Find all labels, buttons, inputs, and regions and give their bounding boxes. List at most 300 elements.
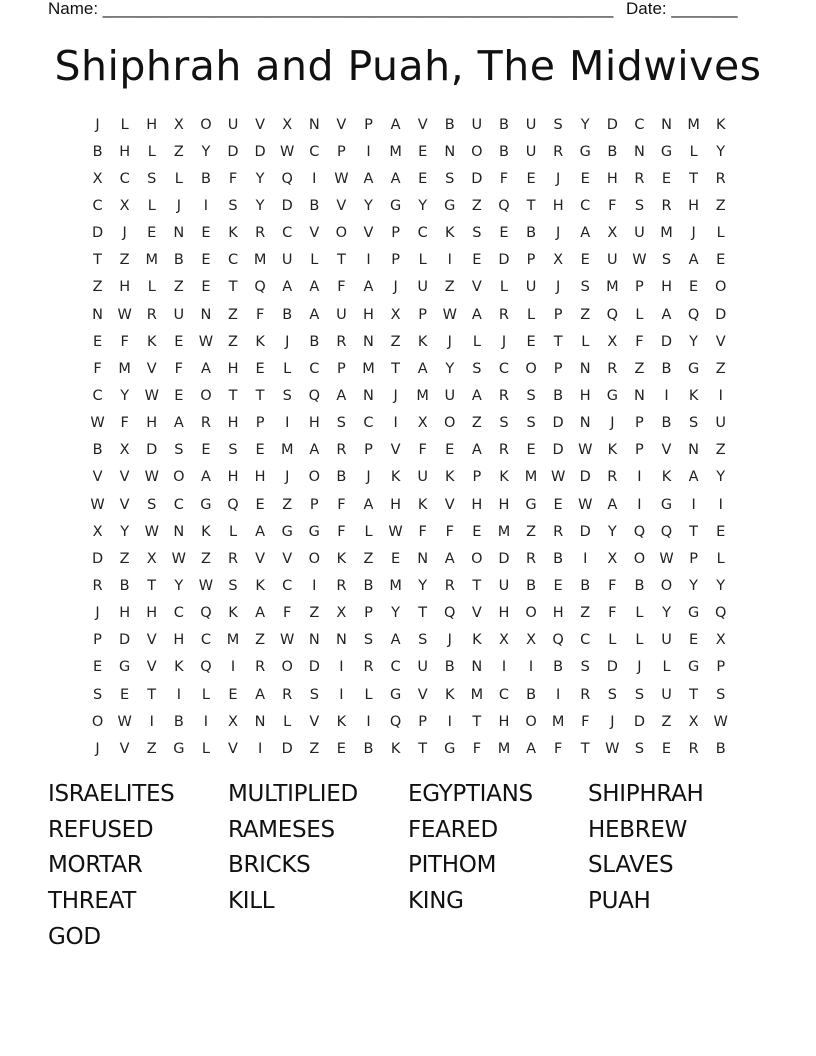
grid-letter[interactable]: Y	[689, 577, 699, 594]
grid-letter[interactable]: K	[228, 605, 238, 622]
grid-letter[interactable]: D	[498, 550, 510, 567]
grid-letter[interactable]: B	[444, 116, 455, 133]
grid-letter[interactable]: T	[255, 387, 265, 404]
grid-letter[interactable]: S	[526, 387, 536, 404]
grid-letter[interactable]: Y	[174, 577, 184, 594]
grid-letter[interactable]: R	[146, 306, 157, 323]
grid-letter[interactable]: B	[661, 360, 672, 377]
grid-letter[interactable]: A	[363, 496, 374, 513]
grid-letter[interactable]: M	[497, 523, 511, 540]
grid-letter[interactable]: N	[661, 116, 672, 133]
grid-letter[interactable]: I	[149, 713, 154, 730]
grid-letter[interactable]: L	[201, 740, 210, 757]
grid-letter[interactable]: L	[364, 686, 373, 703]
grid-letter[interactable]: A	[173, 415, 184, 432]
grid-letter[interactable]: I	[339, 686, 344, 703]
grid-letter[interactable]: W	[388, 523, 403, 540]
grid-letter[interactable]: E	[661, 740, 672, 757]
grid-letter[interactable]: S	[336, 415, 346, 432]
grid-letter[interactable]: G	[660, 143, 673, 160]
grid-letter[interactable]: Y	[120, 523, 130, 540]
grid-letter[interactable]: Y	[580, 116, 590, 133]
grid-letter[interactable]: R	[715, 170, 726, 187]
grid-letter[interactable]: F	[472, 740, 482, 757]
grid-letter[interactable]: Z	[255, 632, 266, 649]
grid-letter[interactable]: Z	[715, 360, 726, 377]
grid-letter[interactable]: G	[119, 659, 131, 676]
grid-letter[interactable]: J	[691, 225, 696, 242]
grid-letter[interactable]: I	[366, 143, 371, 160]
grid-letter[interactable]: R	[498, 387, 509, 404]
grid-letter[interactable]: M	[226, 632, 240, 649]
grid-letter[interactable]: U	[173, 306, 185, 323]
grid-letter[interactable]: W	[117, 306, 132, 323]
grid-letter[interactable]: U	[661, 632, 672, 649]
grid-letter[interactable]: N	[173, 523, 185, 540]
grid-letter[interactable]: N	[254, 713, 266, 730]
grid-letter[interactable]: J	[501, 333, 507, 350]
grid-letter[interactable]: A	[471, 387, 482, 404]
grid-letter[interactable]: K	[255, 577, 265, 594]
grid-letter[interactable]: Z	[390, 333, 401, 350]
grid-letter[interactable]: D	[552, 415, 564, 432]
grid-letter[interactable]: J	[447, 632, 452, 649]
grid-letter[interactable]: X	[282, 116, 293, 133]
grid-letter[interactable]: Z	[282, 496, 293, 513]
grid-letter[interactable]: B	[526, 225, 537, 242]
grid-letter[interactable]: K	[445, 225, 455, 242]
grid-letter[interactable]: L	[635, 306, 644, 323]
grid-letter[interactable]: D	[606, 659, 618, 676]
grid-letter[interactable]: E	[553, 496, 563, 513]
grid-letter[interactable]: T	[147, 686, 157, 703]
grid-letter[interactable]: V	[119, 740, 130, 757]
grid-letter[interactable]: B	[309, 197, 320, 214]
grid-letter[interactable]: S	[526, 415, 536, 432]
grid-letter[interactable]: V	[255, 116, 266, 133]
grid-letter[interactable]: K	[336, 550, 347, 567]
grid-letter[interactable]: O	[91, 713, 104, 730]
grid-letter[interactable]: R	[227, 550, 239, 567]
grid-letter[interactable]: X	[119, 442, 130, 459]
grid-letter[interactable]: T	[147, 577, 157, 594]
grid-letter[interactable]: B	[526, 686, 537, 703]
grid-letter[interactable]: L	[635, 605, 644, 622]
grid-letter[interactable]: C	[309, 360, 320, 377]
grid-letter[interactable]: Z	[173, 143, 184, 160]
grid-letter[interactable]: J	[285, 469, 290, 486]
grid-letter[interactable]: P	[364, 605, 373, 622]
grid-letter[interactable]: S	[228, 442, 238, 459]
grid-letter[interactable]: H	[119, 279, 131, 296]
grid-letter[interactable]: V	[119, 469, 130, 486]
grid-letter[interactable]: T	[228, 387, 238, 404]
grid-letter[interactable]: D	[715, 306, 727, 323]
grid-letter[interactable]: P	[255, 415, 265, 432]
grid-letter[interactable]: X	[92, 523, 103, 540]
grid-letter[interactable]: R	[553, 523, 564, 540]
grid-letter[interactable]: X	[390, 306, 401, 323]
grid-letter[interactable]: S	[580, 279, 590, 296]
grid-letter[interactable]: X	[417, 415, 428, 432]
grid-letter[interactable]: E	[689, 279, 699, 296]
grid-letter[interactable]: T	[689, 686, 699, 703]
grid-letter[interactable]: A	[363, 279, 374, 296]
grid-letter[interactable]: J	[366, 469, 371, 486]
grid-letter[interactable]: U	[336, 306, 347, 323]
grid-letter[interactable]: F	[608, 605, 617, 622]
grid-letter[interactable]: K	[390, 469, 401, 486]
grid-letter[interactable]: U	[444, 387, 456, 404]
grid-letter[interactable]: T	[689, 170, 699, 187]
grid-letter[interactable]: Y	[391, 605, 400, 622]
grid-letter[interactable]: H	[688, 197, 700, 214]
grid-letter[interactable]: O	[335, 225, 348, 242]
grid-letter[interactable]: V	[146, 360, 157, 377]
grid-letter[interactable]: N	[173, 225, 185, 242]
grid-letter[interactable]: F	[337, 523, 346, 540]
grid-letter[interactable]: H	[363, 306, 374, 323]
grid-letter[interactable]: A	[200, 360, 211, 377]
grid-letter[interactable]: Q	[200, 659, 212, 676]
grid-letter[interactable]: D	[91, 225, 104, 242]
grid-letter[interactable]: B	[580, 577, 591, 594]
grid-letter[interactable]: K	[499, 469, 509, 486]
grid-letter[interactable]: S	[472, 360, 482, 377]
grid-letter[interactable]: X	[607, 225, 618, 242]
grid-letter[interactable]: H	[146, 116, 158, 133]
grid-letter[interactable]: I	[393, 415, 398, 432]
grid-letter[interactable]: B	[119, 577, 130, 594]
grid-letter[interactable]: I	[718, 496, 723, 513]
grid-letter[interactable]: I	[718, 387, 723, 404]
grid-letter[interactable]: L	[608, 632, 617, 649]
grid-letter[interactable]: O	[173, 469, 185, 486]
grid-letter[interactable]: G	[389, 197, 402, 214]
grid-letter[interactable]: J	[393, 387, 398, 404]
grid-letter[interactable]: A	[444, 550, 455, 567]
grid-letter[interactable]: O	[308, 469, 320, 486]
grid-letter[interactable]: I	[176, 686, 181, 703]
grid-letter[interactable]: C	[200, 632, 211, 649]
grid-letter[interactable]: A	[363, 170, 374, 187]
grid-letter[interactable]: I	[691, 496, 696, 513]
grid-letter[interactable]: K	[417, 333, 428, 350]
grid-letter[interactable]: D	[308, 659, 320, 676]
grid-letter[interactable]: V	[417, 686, 428, 703]
grid-letter[interactable]: I	[366, 713, 371, 730]
grid-letter[interactable]: T	[472, 577, 482, 594]
grid-letter[interactable]: H	[552, 197, 564, 214]
grid-letter[interactable]: I	[556, 686, 561, 703]
grid-letter[interactable]: R	[634, 170, 645, 187]
grid-letter[interactable]: S	[174, 442, 184, 459]
grid-letter[interactable]: K	[472, 632, 482, 649]
grid-letter[interactable]: G	[660, 496, 673, 513]
grid-letter[interactable]: V	[471, 279, 482, 296]
grid-letter[interactable]: R	[661, 197, 672, 214]
grid-letter[interactable]: C	[634, 116, 645, 133]
grid-letter[interactable]: W	[280, 632, 295, 649]
grid-letter[interactable]: Z	[228, 333, 238, 350]
grid-letter[interactable]: L	[147, 197, 156, 214]
grid-letter[interactable]: W	[334, 170, 349, 187]
grid-letter[interactable]: F	[499, 170, 509, 187]
grid-letter[interactable]: Y	[607, 523, 617, 540]
grid-letter[interactable]: A	[200, 469, 211, 486]
grid-letter[interactable]: C	[498, 686, 510, 703]
grid-letter[interactable]: A	[282, 279, 293, 296]
grid-letter[interactable]: X	[607, 333, 618, 350]
date-field[interactable]: Date: _______	[626, 0, 738, 18]
grid-letter[interactable]: H	[173, 632, 185, 649]
grid-letter[interactable]: E	[472, 252, 482, 269]
grid-letter[interactable]: J	[176, 197, 181, 214]
grid-letter[interactable]: P	[716, 659, 726, 676]
grid-letter[interactable]: V	[715, 333, 726, 350]
grid-letter[interactable]: J	[610, 415, 615, 432]
grid-letter[interactable]: D	[254, 143, 266, 160]
grid-letter[interactable]: E	[255, 442, 265, 459]
grid-letter[interactable]: E	[445, 442, 455, 459]
grid-letter[interactable]: Z	[119, 252, 130, 269]
grid-letter[interactable]: P	[553, 360, 563, 377]
grid-letter[interactable]: H	[227, 469, 239, 486]
grid-letter[interactable]: P	[337, 143, 346, 160]
grid-letter[interactable]: B	[498, 116, 509, 133]
grid-letter[interactable]: V	[119, 496, 130, 513]
grid-letter[interactable]: R	[526, 550, 537, 567]
grid-letter[interactable]: G	[444, 197, 456, 214]
grid-letter[interactable]: G	[281, 523, 293, 540]
grid-letter[interactable]: R	[282, 686, 293, 703]
grid-letter[interactable]: I	[366, 252, 371, 269]
grid-letter[interactable]: P	[364, 442, 373, 459]
grid-letter[interactable]: X	[119, 197, 130, 214]
grid-letter[interactable]: J	[637, 659, 642, 676]
grid-letter[interactable]: L	[418, 252, 427, 269]
grid-letter[interactable]: Z	[92, 279, 103, 296]
grid-letter[interactable]: A	[688, 252, 699, 269]
grid-letter[interactable]: Y	[201, 143, 211, 160]
grid-letter[interactable]: K	[201, 523, 211, 540]
grid-letter[interactable]: E	[120, 686, 130, 703]
grid-letter[interactable]: B	[282, 306, 293, 323]
grid-letter[interactable]: S	[689, 415, 699, 432]
grid-letter[interactable]: O	[444, 415, 456, 432]
grid-letter[interactable]: A	[580, 225, 591, 242]
grid-letter[interactable]: B	[363, 740, 374, 757]
grid-letter[interactable]: Z	[715, 197, 726, 214]
grid-letter[interactable]: M	[606, 279, 619, 296]
grid-letter[interactable]: O	[308, 550, 320, 567]
grid-letter[interactable]: R	[580, 686, 591, 703]
grid-letter[interactable]: I	[637, 469, 642, 486]
grid-letter[interactable]: R	[363, 659, 374, 676]
grid-letter[interactable]: T	[689, 523, 699, 540]
grid-letter[interactable]: B	[498, 143, 509, 160]
grid-letter[interactable]: N	[200, 306, 212, 323]
grid-letter[interactable]: B	[173, 252, 184, 269]
grid-letter[interactable]: E	[255, 360, 265, 377]
grid-letter[interactable]: R	[498, 442, 509, 459]
grid-letter[interactable]: O	[714, 279, 727, 296]
grid-letter[interactable]: E	[716, 252, 726, 269]
grid-letter[interactable]: T	[472, 713, 482, 730]
grid-letter[interactable]: D	[660, 333, 673, 350]
grid-letter[interactable]: I	[257, 740, 263, 757]
grid-letter[interactable]: I	[339, 659, 344, 676]
grid-letter[interactable]: L	[201, 686, 210, 703]
grid-letter[interactable]: H	[146, 415, 158, 432]
grid-letter[interactable]: F	[228, 170, 238, 187]
grid-letter[interactable]: P	[526, 252, 536, 269]
grid-letter[interactable]: F	[608, 197, 617, 214]
grid-letter[interactable]: I	[203, 713, 209, 730]
grid-letter[interactable]: H	[606, 170, 618, 187]
grid-letter[interactable]: U	[525, 279, 537, 296]
grid-letter[interactable]: H	[498, 605, 510, 622]
grid-letter[interactable]: L	[716, 550, 725, 567]
grid-letter[interactable]: W	[632, 252, 647, 269]
grid-letter[interactable]: V	[309, 225, 320, 242]
grid-letter[interactable]: Z	[228, 306, 238, 323]
grid-letter[interactable]: I	[447, 252, 452, 269]
grid-letter[interactable]: Z	[173, 279, 184, 296]
grid-letter[interactable]: I	[203, 197, 209, 214]
grid-letter[interactable]: K	[174, 659, 184, 676]
grid-letter[interactable]: D	[579, 523, 591, 540]
grid-letter[interactable]: D	[119, 632, 131, 649]
grid-letter[interactable]: L	[147, 143, 156, 160]
grid-letter[interactable]: W	[578, 496, 593, 513]
grid-letter[interactable]: X	[688, 713, 699, 730]
grid-letter[interactable]: O	[633, 550, 646, 567]
grid-letter[interactable]: K	[255, 333, 265, 350]
grid-letter[interactable]: E	[228, 686, 238, 703]
grid-letter[interactable]: C	[390, 659, 401, 676]
grid-letter[interactable]: O	[281, 659, 293, 676]
grid-letter[interactable]: R	[336, 333, 347, 350]
grid-letter[interactable]: I	[312, 170, 317, 187]
grid-letter[interactable]: D	[498, 252, 510, 269]
grid-letter[interactable]: G	[308, 523, 320, 540]
grid-letter[interactable]: Z	[309, 740, 320, 757]
grid-letter[interactable]: X	[228, 713, 238, 730]
grid-letter[interactable]: K	[445, 686, 455, 703]
grid-letter[interactable]: M	[362, 360, 375, 377]
grid-letter[interactable]: R	[688, 740, 699, 757]
grid-letter[interactable]: E	[580, 252, 590, 269]
grid-letter[interactable]: A	[661, 306, 672, 323]
grid-letter[interactable]: F	[635, 333, 644, 350]
grid-letter[interactable]: P	[553, 306, 563, 323]
grid-letter[interactable]: F	[337, 279, 346, 296]
grid-letter[interactable]: Q	[281, 170, 293, 187]
grid-letter[interactable]: L	[310, 252, 319, 269]
grid-letter[interactable]: A	[471, 442, 482, 459]
grid-letter[interactable]: J	[95, 740, 100, 757]
grid-letter[interactable]: P	[635, 415, 644, 432]
grid-letter[interactable]: T	[553, 333, 563, 350]
grid-letter[interactable]: N	[579, 360, 591, 377]
grid-letter[interactable]: S	[634, 740, 645, 757]
grid-letter[interactable]: A	[390, 116, 401, 133]
grid-letter[interactable]: R	[255, 225, 266, 242]
grid-letter[interactable]: N	[92, 306, 103, 323]
grid-letter[interactable]: G	[389, 686, 402, 703]
grid-letter[interactable]: S	[499, 415, 509, 432]
grid-letter[interactable]: G	[444, 740, 456, 757]
grid-letter[interactable]: G	[687, 659, 700, 676]
grid-letter[interactable]: V	[444, 496, 455, 513]
grid-letter[interactable]: C	[309, 143, 320, 160]
grid-letter[interactable]: M	[389, 143, 402, 160]
grid-letter[interactable]: M	[551, 713, 565, 730]
grid-letter[interactable]: V	[336, 116, 347, 133]
name-field[interactable]: Name: ______________________________________________________	[48, 0, 614, 18]
grid-letter[interactable]: E	[689, 632, 699, 649]
grid-letter[interactable]: I	[637, 496, 642, 513]
grid-letter[interactable]: Y	[716, 143, 726, 160]
grid-letter[interactable]: K	[228, 225, 238, 242]
grid-letter[interactable]: N	[471, 659, 483, 676]
grid-letter[interactable]: E	[201, 225, 211, 242]
grid-letter[interactable]: Y	[418, 197, 428, 214]
grid-letter[interactable]: B	[92, 442, 103, 459]
grid-letter[interactable]: K	[146, 333, 157, 350]
grid-letter[interactable]: F	[608, 577, 617, 594]
grid-letter[interactable]: U	[661, 686, 672, 703]
grid-letter[interactable]: E	[526, 170, 536, 187]
grid-letter[interactable]: B	[200, 170, 211, 187]
grid-letter[interactable]: X	[173, 116, 184, 133]
grid-letter[interactable]: A	[309, 442, 320, 459]
grid-letter[interactable]: Y	[364, 197, 373, 214]
grid-letter[interactable]: W	[713, 713, 728, 730]
grid-letter[interactable]: C	[498, 360, 510, 377]
grid-letter[interactable]: B	[336, 469, 347, 486]
grid-letter[interactable]: M	[470, 686, 484, 703]
grid-letter[interactable]: Y	[716, 469, 726, 486]
grid-letter[interactable]: S	[228, 197, 238, 214]
grid-letter[interactable]: K	[688, 387, 699, 404]
grid-letter[interactable]: W	[90, 496, 105, 513]
grid-letter[interactable]: E	[580, 170, 590, 187]
grid-letter[interactable]: C	[173, 605, 184, 622]
grid-letter[interactable]: Z	[580, 306, 591, 323]
grid-letter[interactable]: R	[336, 442, 347, 459]
grid-letter[interactable]: M	[660, 225, 673, 242]
grid-letter[interactable]: T	[336, 252, 346, 269]
grid-letter[interactable]: A	[688, 469, 699, 486]
grid-letter[interactable]: G	[606, 387, 618, 404]
grid-letter[interactable]: M	[687, 116, 700, 133]
grid-letter[interactable]: L	[147, 279, 156, 296]
grid-letter[interactable]: A	[255, 523, 266, 540]
grid-letter[interactable]: M	[389, 577, 402, 594]
grid-letter[interactable]: Q	[308, 387, 320, 404]
grid-letter[interactable]: W	[605, 740, 620, 757]
grid-letter[interactable]: L	[716, 225, 725, 242]
grid-letter[interactable]: A	[309, 306, 320, 323]
grid-letter[interactable]: B	[173, 713, 184, 730]
grid-letter[interactable]: I	[230, 659, 236, 676]
grid-letter[interactable]: S	[445, 170, 455, 187]
grid-letter[interactable]: S	[661, 252, 672, 269]
grid-letter[interactable]: H	[227, 415, 239, 432]
grid-letter[interactable]: P	[337, 360, 346, 377]
